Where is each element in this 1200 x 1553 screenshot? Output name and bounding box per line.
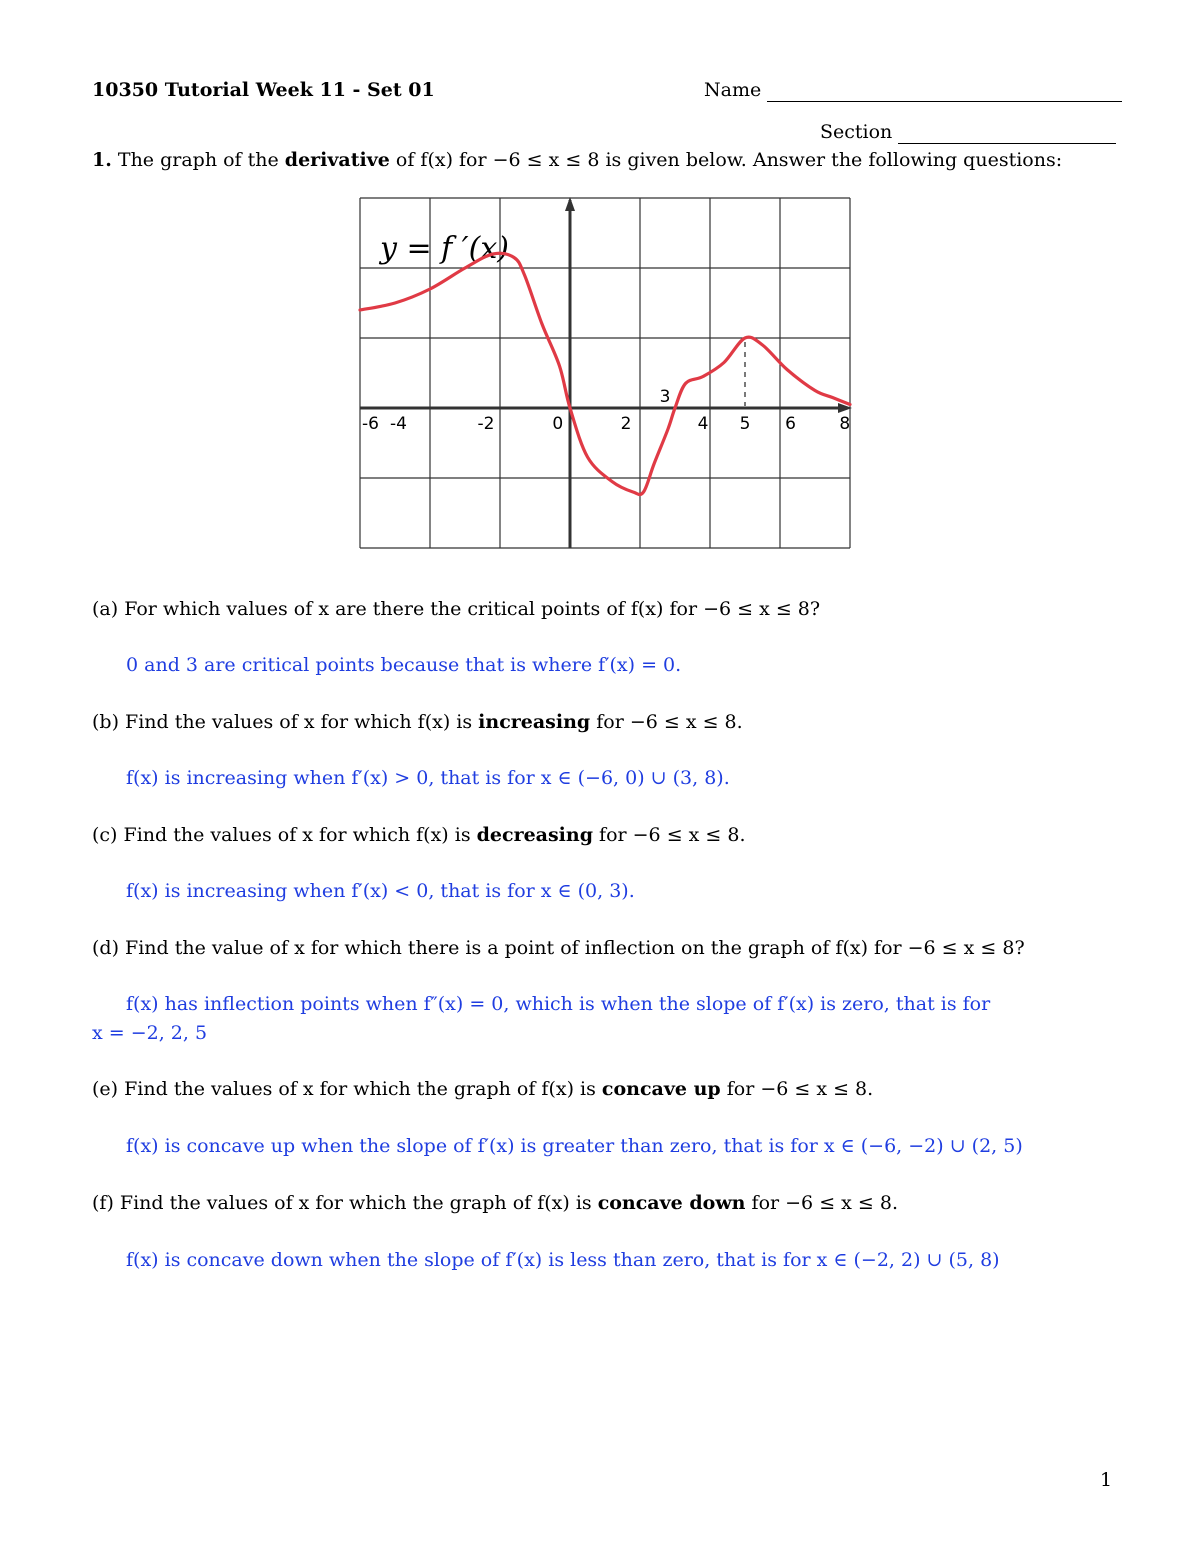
part-e-question [92,1077,873,1101]
part-a-text: For which values of x are there the critical points of f(x) for −6 ≤ x ≤ 8? [124,598,821,620]
part-d-answer-line1: f(x) has inflection points when f″(x) = 0, which is when the slope of f′(x) is zero, that is for [126,993,991,1015]
section-label: Section [820,121,893,143]
part-e-text-b: for −6 ≤ x ≤ 8. [726,1078,874,1100]
x-tick-label: 8 [839,414,851,434]
part-b-answer: f(x) is increasing when f′(x) > 0, that is for x ∈ (−6, 0) ∪ (3, 8). [126,767,730,789]
part-b-text-a: Find the values of x for which f(x) is [125,711,473,733]
derivative-curve [360,253,850,494]
graph-title: y = f ′(x) [380,231,509,266]
part-e-letter: (e) [92,1078,119,1100]
part-f-text-bold: concave down [597,1192,746,1214]
part-b-question [92,710,743,734]
part-c-text-a: Find the values of x for which f(x) is [123,824,471,846]
part-d-text: Find the value of x for which there is a point of inflection on the graph of f(x) for −6 ≤ x ≤ 8? [125,937,1025,959]
x-tick-label: -2 [477,414,495,434]
part-e-text-bold: concave up [601,1078,721,1100]
part-c-answer: f(x) is increasing when f′(x) < 0, that is for x ∈ (0, 3). [126,880,635,902]
question-intro-b: of f(x) for −6 ≤ x ≤ 8 is given below. Answer the following questions: [395,149,1063,171]
part-c-text-b: for −6 ≤ x ≤ 8. [599,824,746,846]
document-title: 10350 Tutorial Week 11 - Set 01 [92,79,435,101]
section-blank[interactable] [898,121,1116,144]
name-label: Name [704,79,762,101]
part-f-text-a: Find the values of x for which the graph of f(x) is [119,1192,592,1214]
x-tick-label: 0 [552,414,564,434]
section-field[interactable] [820,120,1116,144]
graph-tick-labels [362,414,850,434]
x-tick-label: -4 [390,414,407,434]
question-intro-a: The graph of the [117,149,279,171]
part-c-question [92,823,746,847]
question-intro-bold: derivative [284,149,390,171]
part-b-text-b: for −6 ≤ x ≤ 8. [596,711,743,733]
part-d-question [92,936,1025,960]
part-a-letter: (a) [92,598,119,620]
part-c-text-bold: decreasing [476,824,593,846]
x-tick-label: 4 [697,414,709,434]
x-tick-label: -6 [362,414,379,434]
part-a-answer: 0 and 3 are critical points because that is where f′(x) = 0. [126,654,682,676]
part-b-letter: (b) [92,711,119,733]
part-a-question [92,597,820,621]
part-f-text-b: for −6 ≤ x ≤ 8. [751,1192,898,1214]
part-f-question [92,1191,898,1215]
name-field[interactable] [704,78,1122,102]
annotation-label: 3 [659,387,671,407]
y-axis-arrow [565,197,575,211]
part-e-text-a: Find the values of x for which the graph of f(x) is [124,1078,596,1100]
part-d-letter: (d) [92,937,119,959]
question-intro [92,148,1062,172]
question-number: 1. [92,149,112,171]
part-f-answer: f(x) is concave down when the slope of f′(x) is less than zero, that is for x ∈ (−2, 2) ∪ (5, 8) [126,1249,1000,1271]
part-e-answer: f(x) is concave up when the slope of f′(x) is greater than zero, that is for x ∈ (−6, −2) ∪ (2, 5) [126,1135,1023,1157]
part-d-answer-line2: x = −2, 2, 5 [92,1022,208,1044]
page-number: 1 [1100,1469,1113,1491]
x-tick-label: 5 [739,414,751,434]
part-f-letter: (f) [92,1192,114,1214]
derivative-graph [358,195,858,555]
part-b-text-bold: increasing [478,711,591,733]
x-tick-label: 2 [620,414,632,434]
name-blank[interactable] [767,79,1122,102]
x-tick-label: 6 [785,414,796,434]
part-c-letter: (c) [92,824,118,846]
